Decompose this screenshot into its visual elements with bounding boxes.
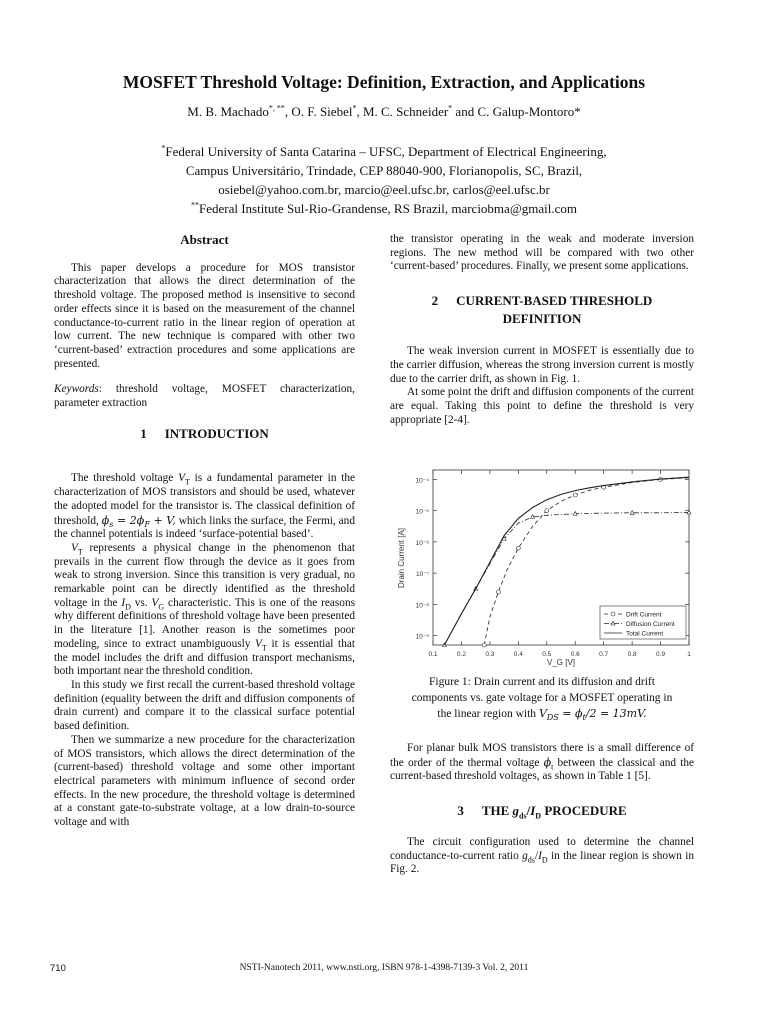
right-column-top [390,233,694,427]
section-3-title-a: THE [481,803,513,819]
section-2-paragraph-2: At some point the drift and diffusion components of the current are equal. Taking this point to define the threshold is very appropriate [2-4]. [390,386,694,426]
section-3-g-sub: ds [519,811,527,821]
data-point [545,509,549,513]
legend-marker [611,612,615,616]
caption-eq-lhs: V [538,707,547,720]
data-point [531,515,535,519]
intro-p1-b: is a fundamental parameter in the characterization of MOS transistors and should be used, whatever the adopted model for the transistor is. The classical definition of threshold, [54,472,355,527]
after-fig-b: between the classical and the current-based threshold voltages, as shown in Table 1 [5]. [390,756,694,783]
author-2-mark: * [352,103,357,113]
x-tick-label: 0.5 [542,651,552,658]
section-3-p1-a: The circuit configuration used to determine the channel conductance-to-current ratio [390,835,694,862]
affiliation-emails: osiebel@yahoo.com.br, marcio@eel.ufsc.br, carlos@eel.ufsc.br [218,182,550,197]
section-3-i: I [530,803,536,819]
data-point [630,511,634,515]
section-2-heading [390,292,694,328]
intro-p2-b-vt: V [255,637,262,650]
eq-phi-f: = 2ϕ [113,513,145,527]
caption-eq-sub: DS [546,713,559,723]
section-3-p1-b: in the linear region is shown in Fig. 2. [390,849,694,876]
section-3-p1-g-sub: ds [527,854,535,864]
right-column-bottom [390,742,694,877]
affiliation-1-mark: * [161,143,166,153]
intro-paragraph-4: Then we summarize a new procedure for the characterization of MOS transistors, which allows the direct determination of the (current-based) threshold voltage and some other important electrical parameters with minimum influence of second order effects. In the new procedure, the threshold voltage is determined at a constant gate-to-substrate voltage, at a low drain-to-source voltage and with [54,733,355,829]
x-tick-label: 0.6 [570,651,580,658]
section-3-number: 3 [457,803,464,819]
y-tick-label: 10⁻⁵ [415,508,429,516]
intro-p2-vt: V [71,541,78,554]
intro-p2-vg: V [151,596,159,609]
section-3-p1-g: g [522,849,528,862]
paper-title: MOSFET Threshold Voltage: Definition, Extraction, and Applications [122,72,646,92]
thermal-voltage-paragraph [390,742,694,784]
threshold-equation: $\phi_s = 2\phi_F + V$, [101,513,176,529]
y-tick-label: 10⁻⁷ [415,571,429,579]
after-fig-phi: ϕ [543,755,552,769]
x-tick-label: 1 [687,651,691,658]
intro-p2-b: characteristic. This is one of the reasons why different definitions of threshold voltage have been presented in the literature [1]. Another reason is the sometimes poor modeling, since to extract unambiguously [54,596,355,650]
after-fig-phi-sub: t [551,761,554,771]
intro-p1-vt-sub: T [184,477,190,487]
section-3-paragraph-1 [390,836,694,877]
caption-eq-sub2: t [582,713,586,723]
chart-legend [600,606,686,639]
after-fig-a: For planar bulk MOS transistors there is a small difference of the order of the thermal voltage [390,742,694,769]
intro-p1-a: The threshold voltage [71,472,179,485]
intro-p2-id: I [121,596,126,609]
data-point [482,643,486,647]
figure-1-caption [390,674,694,722]
abstract-heading: Abstract [180,232,229,247]
x-axis-label: V_G [V] [546,658,576,667]
intro-title: INTRODUCTION [164,425,269,441]
section-2-number: 2 [431,293,439,309]
intro-number: 1 [140,425,147,441]
data-point [496,590,500,594]
figure-1-chart [390,462,694,668]
left-column [54,233,355,830]
caption-line-2: components vs. gate voltage for a MOSFET operating in [411,692,673,704]
affiliations [0,142,768,218]
caption-eq-rhs: = ϕ [558,707,583,720]
intro-p1-vt: V [178,472,185,485]
x-tick-label: 0.9 [656,651,666,658]
eq-end: + V, [149,513,176,527]
y-tick-label: 10⁻⁸ [415,602,429,610]
author-4: and C. Galup-Montoro* [452,104,581,119]
y-axis-label: Drain Current [A] [397,527,406,589]
affiliation-line-1 [0,142,768,161]
intro-p1-c: which links the surface, the Fermi, and the channel potentials is indeed ‘surface-potential based’. [54,514,355,541]
data-point [573,493,577,497]
section-3-title-b: PROCEDURE [541,803,627,819]
x-tick-label: 0.4 [513,651,523,658]
caption-equation [538,707,647,723]
legend-label: Total Current [626,630,664,638]
section-3-slash: / [526,803,531,819]
x-tick-label: 0.7 [599,651,609,658]
right-continuation: the transistor operating in the weak and moderate inversion regions. The new method will be compared with two other ‘current-based’ procedures. Finally, we present some applications. [390,233,694,273]
x-tick-label: 0.2 [456,651,466,658]
section-2-title-line-2: DEFINITION [502,311,582,327]
section-3-i-sub: D [535,811,542,821]
keywords-text: : threshold voltage, MOSFET characterization, parameter extraction [54,383,355,410]
y-tick-label: 10⁻⁴ [415,477,429,485]
author-3: , M. C. Schneider [356,104,449,119]
caption-eq-end: = 13mV. [596,707,647,720]
section-2-paragraph-1: The weak inversion current in MOSFET is essentially due to the carrier diffusion, whereas the strong inversion current is mostly due to the carrier drift, as shown in Fig. 1. [390,345,694,385]
author-3-mark: * [448,103,453,113]
y-tick-label: 10⁻⁶ [415,539,429,547]
caption-line-3 [390,706,694,722]
section-2-title-1: CURRENT-BASED THRESHOLD [456,293,653,309]
intro-p2-vs: vs. [130,596,152,609]
affiliation-1-text: Federal University of Santa Catarina – UFSC, Department of Electrical Engineering, [165,144,607,159]
intro-p2-c: it is essential that the model includes the drift and diffusion transport mechanisms, both important near the threshold condition. [54,637,355,678]
keywords [54,383,355,410]
section-3-g: g [512,803,520,819]
intro-p2-a: represents a physical change in the phenomenon that prevails in the current flow through the device as it goes from weak to strong inversion. Since this transition is very gradual, no remarkable point can be directly identified as the threshold voltage in the [54,541,355,609]
eq-phi-s: ϕ [101,513,110,527]
caption-line-1: Figure 1: Drain current and its diffusion and drift [429,676,655,688]
intro-p2-vg-sub: G [158,602,165,612]
x-tick-label: 0.8 [627,651,637,658]
intro-p2-id-sub: D [125,602,131,612]
author-list [0,104,768,120]
author-2: , O. F. Siebel [284,104,353,119]
legend-label: Diffusion Current [626,621,675,628]
author-1: M. B. Machado [187,104,269,119]
section-3-p1-i-sub: D [541,854,548,864]
data-point [516,546,520,550]
intro-p2-vt-sub: T [77,547,83,557]
x-tick-label: 0.3 [485,651,495,658]
affiliation-line-4 [0,199,768,218]
author-1-mark: *, ** [268,103,285,113]
affiliation-line-2: Campus Universitário, Trindade, CEP 88040-900, Florianopolis, SC, Brazil, [185,163,583,178]
caption-line-3-text: the linear region with [437,708,539,720]
intro-p2-b-vt-sub: T [261,643,267,653]
section-3-heading [390,803,694,821]
caption-eq-den: /2 [585,707,597,720]
affiliation-2-text: Federal Institute Sul-Rio-Grandense, RS Brazil, marciobma@gmail.com [198,201,578,216]
section-3-p1-slash: / [534,849,539,862]
section-2-title-line-1 [390,292,694,310]
keywords-label: Keywords [54,383,99,396]
affiliation-2-mark: ** [190,200,199,210]
intro-paragraph-1 [54,472,355,542]
legend-label: Drift Current [626,611,662,619]
intro-paragraph-2 [54,542,355,679]
section-3-p1-i: I [538,849,542,862]
y-tick-label: 10⁻⁹ [415,633,429,641]
intro-paragraph-3: In this study we first recall the current-based threshold voltage definition (equality between the drift and diffusion components of drain current) and compare it to the classical surface potential based definition. [54,678,355,733]
footer-citation: NSTI-Nanotech 2011, www.nsti.org, ISBN 978-1-4398-7139-3 Vol. 2, 2011 [239,963,529,973]
x-tick-label: 0.1 [428,651,438,658]
intro-heading [54,427,355,441]
page-number: 710 [50,963,66,974]
abstract-text: This paper develops a procedure for MOS transistor characterization that allows the direct determination of the threshold voltage. The proposed method is insensitive to second order effects since it is based on the measurement of the channel conductance-to-current ratio in the linear region of operation at low current. The new technique is compared with other two ‘current-based’ extraction procedures and some applications are presented. [54,261,355,370]
